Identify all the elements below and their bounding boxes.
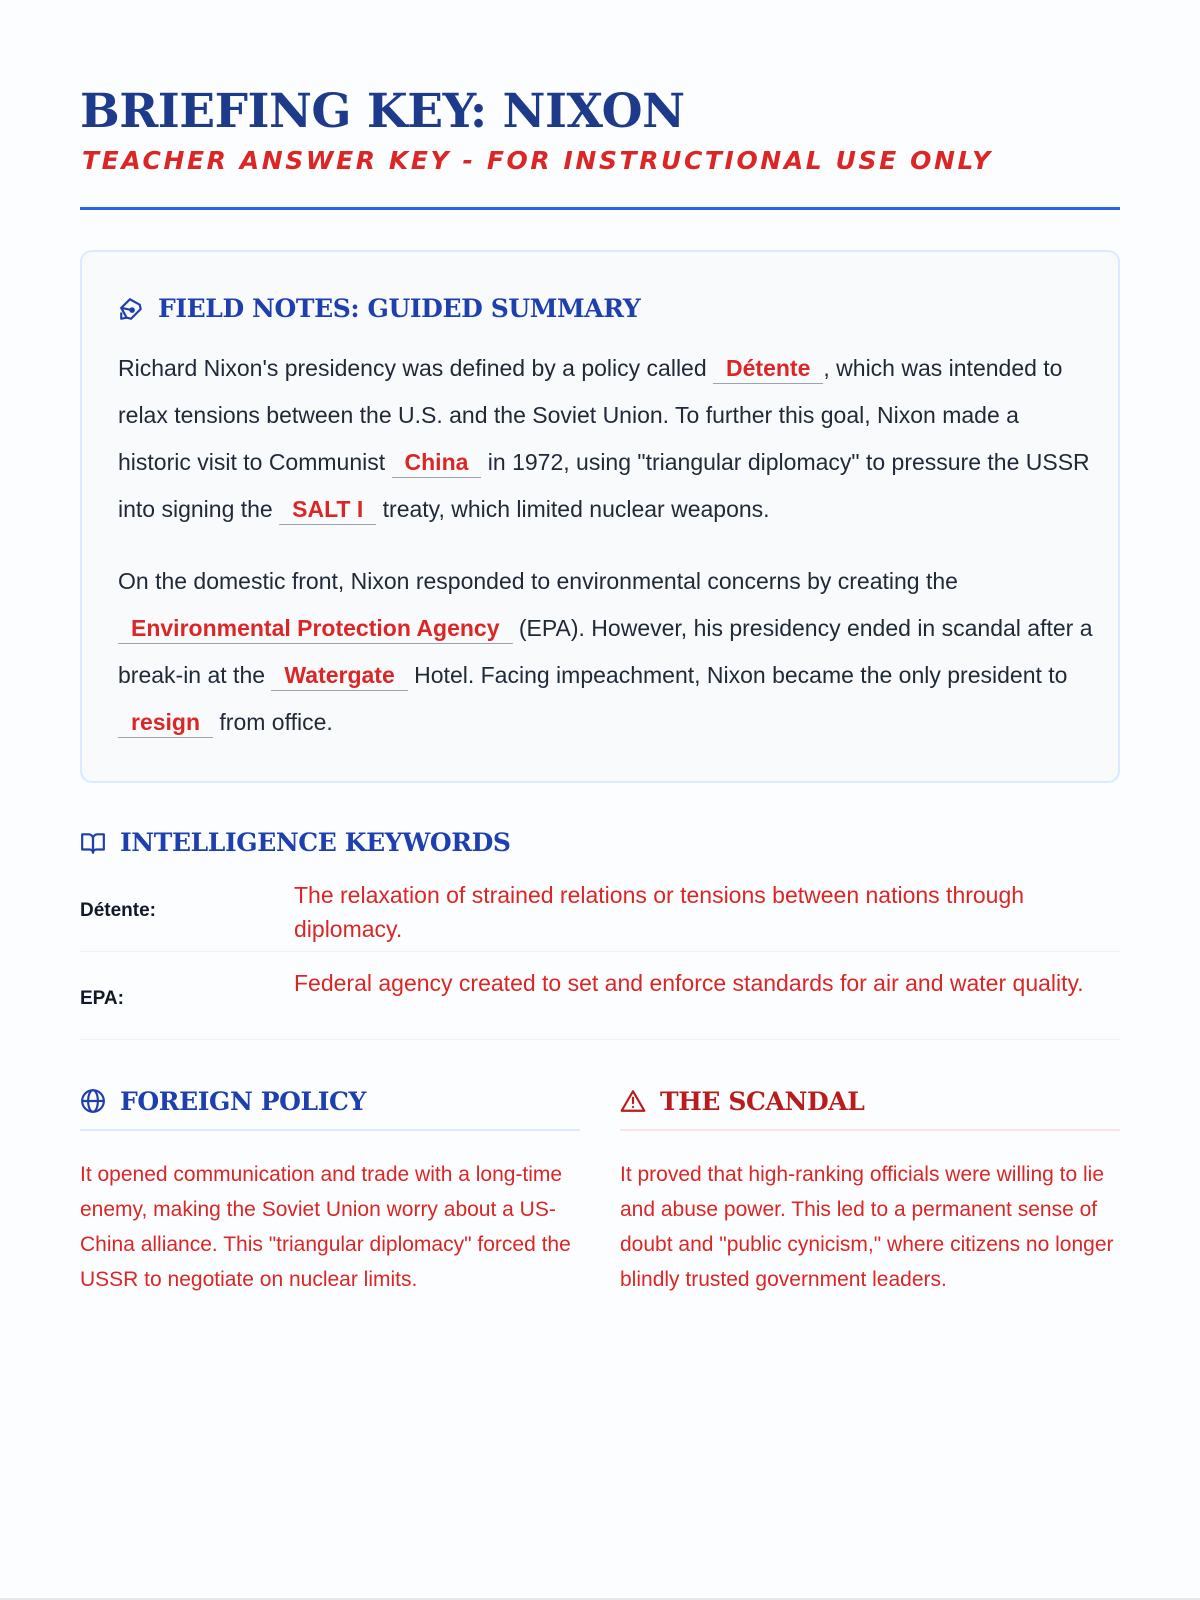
foreign-policy-divider [80,1129,580,1131]
page-subtitle: TEACHER ANSWER KEY - FOR INSTRUCTIONAL USE ONLY [82,146,993,175]
globe-icon [80,1088,106,1114]
scandal-header [620,1080,1120,1122]
foreign-policy-section [80,1080,580,1297]
scandal-text: It proved that high-ranking officials were willing to lie and abuse power. This led to a permanent sense of doubt and "public cynicism," where citizens no longer blindly trusted government leaders. [620,1163,1114,1291]
keyword-term: Détente: [80,900,157,921]
keyword-term: EPA: [80,988,124,1009]
summary-text: in 1972, using "triangular diplomacy" to pressure the USSR into signing the [118,449,1090,522]
foreign-policy-text: It opened communication and trade with a long-time enemy, making the Soviet Union worry about a US-China alliance. This "triangular diplomacy" forced the USSR to negotiate on nuclear limits. [80,1163,571,1291]
guided-summary-panel [80,250,1120,783]
keyword-definition: Federal agency created to set and enforce standards for air and water quality. [294,970,1084,996]
keyword-definition: The relaxation of strained relations or tensions between nations through diplomacy. [294,882,1025,942]
answer-resign: resign [118,707,213,738]
summary-text: , which was intended to relax tensions between the U.S. and the Soviet Union. To further this goal, Nixon made a historic visit to Communist [118,355,1063,475]
pen-nib-icon [118,296,144,322]
warning-icon [620,1089,646,1113]
summary-text: Richard Nixon's presidency was defined by a policy called [118,355,707,381]
scandal-title: THE SCANDAL [660,1086,865,1116]
keyword-row [80,952,1120,1040]
summary-text: On the domestic front, Nixon responded to environmental concerns by creating the [118,568,958,594]
answer-epa: Environmental Protection Agency [118,613,513,644]
foreign-policy-header [80,1080,580,1122]
header-divider [80,207,1120,210]
answer-detente: Détente [713,353,823,384]
summary-paragraph-foreign [118,345,1098,533]
answer-china: China [392,447,482,478]
page-title: BRIEFING KEY: NIXON [80,84,685,139]
keywords-title: INTELLIGENCE KEYWORDS [120,828,511,857]
scandal-section [620,1080,1120,1297]
keyword-row [80,872,1120,952]
answer-salt: SALT I [279,494,376,525]
summary-paragraph-domestic [118,558,1098,746]
summary-text: from office. [219,709,333,735]
scandal-divider [620,1129,1120,1131]
summary-text: treaty, which limited nuclear weapons. [382,496,770,522]
book-icon [80,831,106,855]
keywords-header [80,828,511,857]
summary-text: (EPA). However, his presidency ended in scandal after a break-in at the [118,615,1093,688]
guided-summary-header [118,294,640,323]
guided-summary-title: FIELD NOTES: GUIDED SUMMARY [158,294,641,323]
summary-text: Hotel. Facing impeachment, Nixon became the only president to [414,662,1068,688]
answer-watergate: Watergate [271,660,407,691]
foreign-policy-title: FOREIGN POLICY [120,1086,366,1116]
